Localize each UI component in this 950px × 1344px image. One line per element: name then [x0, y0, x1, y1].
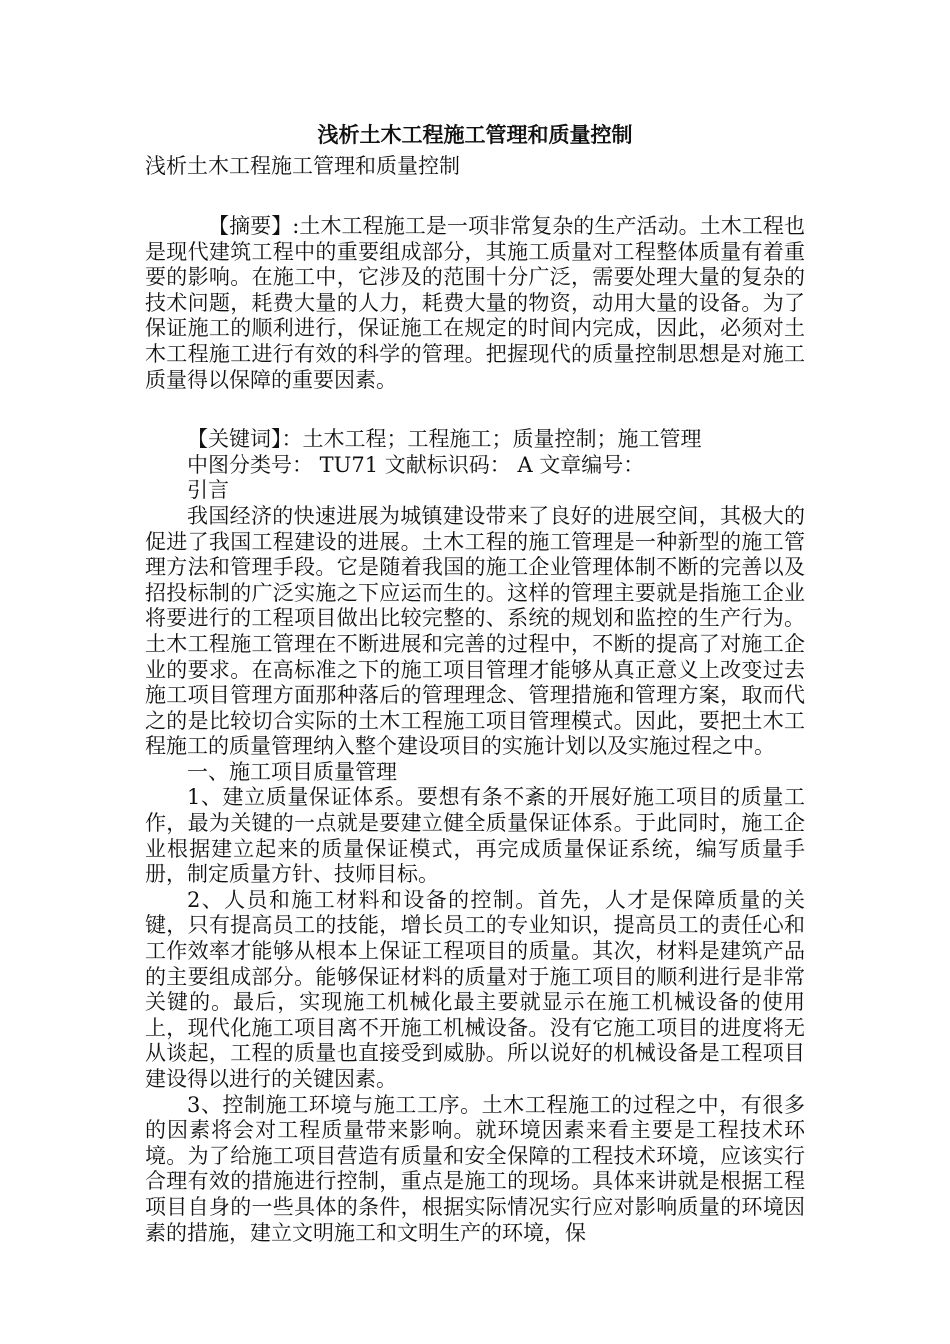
document-subtitle: 浅析土木工程施工管理和质量控制 [145, 154, 460, 178]
intro-heading: 引言 [187, 478, 229, 503]
list-item: 1、建立质量保证体系。要想有条不紊的开展好施工项目的质量工作，最为关键的一点就是要建立健全质量保证体系。于此同时，施工企业根据建立起来的质量保证模式，再完成质量保证系统，编写质量手册，制定质量方针、技师目标。 [145, 785, 805, 887]
abstract-paragraph: 【摘要】:土木工程施工是一项非常复杂的生产活动。土木工程也是现代建筑工程中的重要组成部分，其施工质量对工程整体质量有着重要的影响。在施工中，它涉及的范围十分广泛，需要处理大量的复杂的技术问题，耗费大量的人力，耗费大量的物资，动用大量的设备。为了保证施工的顺利进行，保证施工在规定的时间内完成，因此，必须对土木工程施工进行有效的科学的管理。把握现代的质量控制思想是对施工质量得以保障的重要因素。 [145, 214, 805, 392]
list-item: 2、人员和施工材料和设备的控制。首先，人才是保障质量的关键，只有提高员工的技能，增长员工的专业知识，提高员工的责任心和工作效率才能够从根本上保证工程项目的质量。其次，材料是建筑产品的主要组成部分。能够保证材料的质量对于施工项目的顺利进行是非常关键的。最后，实现施工机械化最主要就显示在施工机械设备的使用上，现代化施工项目离不开施工机械设备。没有它施工项目的进度将无从谈起，工程的质量也直接受到威胁。所以说好的机械设备是工程项目建设得以进行的关键因素。 [145, 887, 805, 1091]
spacer [145, 393, 805, 427]
document-title: 浅析土木工程施工管理和质量控制 [317, 122, 633, 147]
keywords-line: 【关键词】：土木工程；工程施工；质量控制；施工管理 [187, 427, 702, 452]
intro-paragraph: 我国经济的快速进展为城镇建设带来了良好的进展空间，其极大的促进了我国工程建设的进展。土木工程的施工管理是一种新型的施工管理方法和管理手段。它是随着我国的施工企业管理体制不断的完善以及招投标制的广泛实施之下应运而生的。这样的管理主要就是指施工企业将要进行的工程项目做出比较完整的、系统的规划和监控的生产行为。土木工程施工管理在不断进展和完善的过程中，不断的提高了对施工企业的要求。在高标准之下的施工项目管理才能够从真正意义上改变过去施工项目管理方面那种落后的管理理念、管理措施和管理方案，取而代之的是比较切合实际的土木工程施工项目管理模式。因此，要把土木工程施工的质量管理纳入整个建设项目的实施计划以及实施过程之中。 [145, 503, 805, 759]
document-page [145, 118, 805, 1246]
list-item: 3、控制施工环境与施工工序。土木工程施工的过程之中，有很多的因素将会对工程质量带来影响。就环境因素来看主要是工程技术环境。为了给施工项目营造有质量和安全保障的工程技术环境，应该实行合理有效的措施进行控制，重点是施工的现场。具体来讲就是根据工程项目自身的一些具体的条件，根据实际情况实行应对影响质量的环境因素的措施，建立文明施工和文明生产的环境，保 [145, 1092, 805, 1245]
classification-line: 中图分类号： TU71 文献标识码： A 文章编号： [187, 452, 645, 477]
spacer [145, 180, 805, 214]
section-heading: 一、施工项目质量管理 [187, 759, 397, 784]
